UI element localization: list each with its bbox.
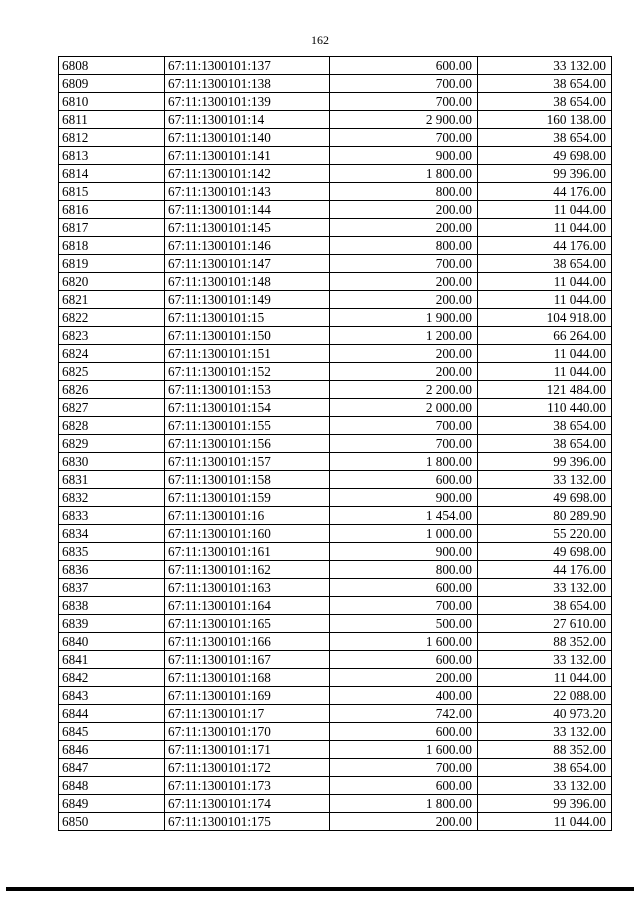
- cadastral-number-cell: 67:11:1300101:143: [165, 183, 330, 201]
- area-cell: 700.00: [330, 93, 478, 111]
- row-index-cell: 6839: [59, 615, 165, 633]
- value-cell: 99 396.00: [478, 453, 612, 471]
- value-cell: 38 654.00: [478, 597, 612, 615]
- row-index-cell: 6811: [59, 111, 165, 129]
- cadastral-number-cell: 67:11:1300101:169: [165, 687, 330, 705]
- cadastral-number-cell: 67:11:1300101:159: [165, 489, 330, 507]
- area-cell: 700.00: [330, 75, 478, 93]
- value-cell: 99 396.00: [478, 165, 612, 183]
- value-cell: 33 132.00: [478, 777, 612, 795]
- value-cell: 11 044.00: [478, 363, 612, 381]
- cadastral-number-cell: 67:11:1300101:151: [165, 345, 330, 363]
- value-cell: 38 654.00: [478, 75, 612, 93]
- table-row: [59, 651, 612, 669]
- row-index-cell: 6814: [59, 165, 165, 183]
- area-cell: 200.00: [330, 273, 478, 291]
- area-cell: 1 200.00: [330, 327, 478, 345]
- table-row: [59, 597, 612, 615]
- table-row: [59, 633, 612, 651]
- row-index-cell: 6828: [59, 417, 165, 435]
- table-row: [59, 363, 612, 381]
- cadastral-number-cell: 67:11:1300101:148: [165, 273, 330, 291]
- value-cell: 33 132.00: [478, 471, 612, 489]
- value-cell: 27 610.00: [478, 615, 612, 633]
- row-index-cell: 6818: [59, 237, 165, 255]
- table-row: [59, 723, 612, 741]
- area-cell: 600.00: [330, 723, 478, 741]
- area-cell: 2 900.00: [330, 111, 478, 129]
- table-row: [59, 93, 612, 111]
- cadastral-number-cell: 67:11:1300101:155: [165, 417, 330, 435]
- value-cell: 11 044.00: [478, 201, 612, 219]
- area-cell: 200.00: [330, 345, 478, 363]
- table-row: [59, 255, 612, 273]
- area-cell: 1 600.00: [330, 633, 478, 651]
- table-row: [59, 273, 612, 291]
- row-index-cell: 6809: [59, 75, 165, 93]
- area-cell: 600.00: [330, 651, 478, 669]
- value-cell: 38 654.00: [478, 93, 612, 111]
- table-row: [59, 165, 612, 183]
- value-cell: 44 176.00: [478, 237, 612, 255]
- row-index-cell: 6842: [59, 669, 165, 687]
- value-cell: 33 132.00: [478, 651, 612, 669]
- value-cell: 104 918.00: [478, 309, 612, 327]
- table-row: [59, 381, 612, 399]
- table-row: [59, 561, 612, 579]
- row-index-cell: 6848: [59, 777, 165, 795]
- table-row: [59, 201, 612, 219]
- value-cell: 49 698.00: [478, 147, 612, 165]
- value-cell: 49 698.00: [478, 543, 612, 561]
- area-cell: 900.00: [330, 489, 478, 507]
- table-row: [59, 345, 612, 363]
- row-index-cell: 6816: [59, 201, 165, 219]
- area-cell: 600.00: [330, 57, 478, 75]
- cadastral-number-cell: 67:11:1300101:171: [165, 741, 330, 759]
- value-cell: 55 220.00: [478, 525, 612, 543]
- table-row: [59, 453, 612, 471]
- cadastral-number-cell: 67:11:1300101:152: [165, 363, 330, 381]
- row-index-cell: 6810: [59, 93, 165, 111]
- row-index-cell: 6821: [59, 291, 165, 309]
- table-row: [59, 309, 612, 327]
- value-cell: 38 654.00: [478, 435, 612, 453]
- row-index-cell: 6846: [59, 741, 165, 759]
- row-index-cell: 6837: [59, 579, 165, 597]
- area-cell: 1 600.00: [330, 741, 478, 759]
- row-index-cell: 6849: [59, 795, 165, 813]
- cadastral-number-cell: 67:11:1300101:138: [165, 75, 330, 93]
- row-index-cell: 6840: [59, 633, 165, 651]
- table-row: [59, 507, 612, 525]
- row-index-cell: 6822: [59, 309, 165, 327]
- area-cell: 700.00: [330, 759, 478, 777]
- cadastral-number-cell: 67:11:1300101:174: [165, 795, 330, 813]
- value-cell: 38 654.00: [478, 129, 612, 147]
- cadastral-number-cell: 67:11:1300101:158: [165, 471, 330, 489]
- row-index-cell: 6845: [59, 723, 165, 741]
- cadastral-number-cell: 67:11:1300101:167: [165, 651, 330, 669]
- value-cell: 160 138.00: [478, 111, 612, 129]
- cadastral-number-cell: 67:11:1300101:139: [165, 93, 330, 111]
- value-cell: 11 044.00: [478, 669, 612, 687]
- cadastral-number-cell: 67:11:1300101:144: [165, 201, 330, 219]
- value-cell: 11 044.00: [478, 291, 612, 309]
- area-cell: 200.00: [330, 291, 478, 309]
- row-index-cell: 6841: [59, 651, 165, 669]
- cadastral-number-cell: 67:11:1300101:157: [165, 453, 330, 471]
- cadastral-number-cell: 67:11:1300101:164: [165, 597, 330, 615]
- cadastral-number-cell: 67:11:1300101:162: [165, 561, 330, 579]
- cadastral-number-cell: 67:11:1300101:165: [165, 615, 330, 633]
- cadastral-table-body: [59, 57, 612, 831]
- area-cell: 200.00: [330, 219, 478, 237]
- row-index-cell: 6835: [59, 543, 165, 561]
- area-cell: 1 800.00: [330, 453, 478, 471]
- row-index-cell: 6812: [59, 129, 165, 147]
- row-index-cell: 6819: [59, 255, 165, 273]
- cadastral-table: [58, 56, 612, 831]
- cadastral-number-cell: 67:11:1300101:156: [165, 435, 330, 453]
- row-index-cell: 6815: [59, 183, 165, 201]
- table-row: [59, 543, 612, 561]
- cadastral-number-cell: 67:11:1300101:173: [165, 777, 330, 795]
- table-row: [59, 813, 612, 831]
- cadastral-number-cell: 67:11:1300101:140: [165, 129, 330, 147]
- area-cell: 700.00: [330, 255, 478, 273]
- area-cell: 200.00: [330, 669, 478, 687]
- value-cell: 80 289.90: [478, 507, 612, 525]
- row-index-cell: 6827: [59, 399, 165, 417]
- value-cell: 88 352.00: [478, 633, 612, 651]
- area-cell: 700.00: [330, 129, 478, 147]
- area-cell: 700.00: [330, 597, 478, 615]
- table-row: [59, 75, 612, 93]
- table-row: [59, 669, 612, 687]
- table-row: [59, 795, 612, 813]
- area-cell: 1 454.00: [330, 507, 478, 525]
- area-cell: 1 800.00: [330, 795, 478, 813]
- value-cell: 33 132.00: [478, 723, 612, 741]
- table-row: [59, 435, 612, 453]
- row-index-cell: 6825: [59, 363, 165, 381]
- value-cell: 11 044.00: [478, 813, 612, 831]
- value-cell: 38 654.00: [478, 417, 612, 435]
- table-row: [59, 237, 612, 255]
- area-cell: 800.00: [330, 183, 478, 201]
- value-cell: 49 698.00: [478, 489, 612, 507]
- value-cell: 11 044.00: [478, 345, 612, 363]
- row-index-cell: 6844: [59, 705, 165, 723]
- area-cell: 742.00: [330, 705, 478, 723]
- table-row: [59, 741, 612, 759]
- area-cell: 900.00: [330, 543, 478, 561]
- table-row: [59, 615, 612, 633]
- row-index-cell: 6836: [59, 561, 165, 579]
- table-row: [59, 57, 612, 75]
- cadastral-number-cell: 67:11:1300101:153: [165, 381, 330, 399]
- area-cell: 200.00: [330, 201, 478, 219]
- table-row: [59, 327, 612, 345]
- row-index-cell: 6829: [59, 435, 165, 453]
- value-cell: 44 176.00: [478, 183, 612, 201]
- value-cell: 121 484.00: [478, 381, 612, 399]
- cadastral-number-cell: 67:11:1300101:168: [165, 669, 330, 687]
- cadastral-number-cell: 67:11:1300101:149: [165, 291, 330, 309]
- area-cell: 1 000.00: [330, 525, 478, 543]
- cadastral-number-cell: 67:11:1300101:15: [165, 309, 330, 327]
- value-cell: 99 396.00: [478, 795, 612, 813]
- area-cell: 800.00: [330, 237, 478, 255]
- cadastral-number-cell: 67:11:1300101:175: [165, 813, 330, 831]
- area-cell: 500.00: [330, 615, 478, 633]
- row-index-cell: 6831: [59, 471, 165, 489]
- value-cell: 40 973.20: [478, 705, 612, 723]
- value-cell: 44 176.00: [478, 561, 612, 579]
- row-index-cell: 6820: [59, 273, 165, 291]
- area-cell: 2 000.00: [330, 399, 478, 417]
- cadastral-number-cell: 67:11:1300101:17: [165, 705, 330, 723]
- value-cell: 22 088.00: [478, 687, 612, 705]
- cadastral-number-cell: 67:11:1300101:142: [165, 165, 330, 183]
- cadastral-number-cell: 67:11:1300101:160: [165, 525, 330, 543]
- table-row: [59, 525, 612, 543]
- row-index-cell: 6838: [59, 597, 165, 615]
- row-index-cell: 6832: [59, 489, 165, 507]
- page-number: 162: [311, 33, 329, 47]
- row-index-cell: 6824: [59, 345, 165, 363]
- cadastral-number-cell: 67:11:1300101:154: [165, 399, 330, 417]
- table-row: [59, 219, 612, 237]
- cadastral-number-cell: 67:11:1300101:137: [165, 57, 330, 75]
- table-row: [59, 417, 612, 435]
- table-row: [59, 579, 612, 597]
- table-row: [59, 777, 612, 795]
- area-cell: 200.00: [330, 363, 478, 381]
- area-cell: 2 200.00: [330, 381, 478, 399]
- value-cell: 38 654.00: [478, 255, 612, 273]
- cadastral-number-cell: 67:11:1300101:172: [165, 759, 330, 777]
- cadastral-number-cell: 67:11:1300101:161: [165, 543, 330, 561]
- row-index-cell: 6826: [59, 381, 165, 399]
- area-cell: 700.00: [330, 417, 478, 435]
- area-cell: 200.00: [330, 813, 478, 831]
- table-row: [59, 705, 612, 723]
- table-row: [59, 687, 612, 705]
- value-cell: 110 440.00: [478, 399, 612, 417]
- area-cell: 700.00: [330, 435, 478, 453]
- cadastral-number-cell: 67:11:1300101:141: [165, 147, 330, 165]
- cadastral-number-cell: 67:11:1300101:150: [165, 327, 330, 345]
- cadastral-number-cell: 67:11:1300101:146: [165, 237, 330, 255]
- area-cell: 600.00: [330, 579, 478, 597]
- row-index-cell: 6808: [59, 57, 165, 75]
- value-cell: 88 352.00: [478, 741, 612, 759]
- value-cell: 33 132.00: [478, 57, 612, 75]
- table-row: [59, 759, 612, 777]
- row-index-cell: 6834: [59, 525, 165, 543]
- table-row: [59, 183, 612, 201]
- cadastral-number-cell: 67:11:1300101:14: [165, 111, 330, 129]
- cadastral-number-cell: 67:11:1300101:170: [165, 723, 330, 741]
- table-row: [59, 399, 612, 417]
- value-cell: 33 132.00: [478, 579, 612, 597]
- area-cell: 1 800.00: [330, 165, 478, 183]
- row-index-cell: 6847: [59, 759, 165, 777]
- table-row: [59, 489, 612, 507]
- area-cell: 600.00: [330, 471, 478, 489]
- row-index-cell: 6833: [59, 507, 165, 525]
- cadastral-number-cell: 67:11:1300101:147: [165, 255, 330, 273]
- area-cell: 600.00: [330, 777, 478, 795]
- row-index-cell: 6823: [59, 327, 165, 345]
- bottom-rule: [6, 887, 634, 891]
- cadastral-number-cell: 67:11:1300101:145: [165, 219, 330, 237]
- value-cell: 38 654.00: [478, 759, 612, 777]
- row-index-cell: 6817: [59, 219, 165, 237]
- value-cell: 11 044.00: [478, 219, 612, 237]
- table-row: [59, 129, 612, 147]
- cadastral-number-cell: 67:11:1300101:166: [165, 633, 330, 651]
- row-index-cell: 6830: [59, 453, 165, 471]
- table-row: [59, 471, 612, 489]
- table-row: [59, 147, 612, 165]
- cadastral-number-cell: 67:11:1300101:163: [165, 579, 330, 597]
- row-index-cell: 6843: [59, 687, 165, 705]
- area-cell: 900.00: [330, 147, 478, 165]
- row-index-cell: 6813: [59, 147, 165, 165]
- value-cell: 66 264.00: [478, 327, 612, 345]
- area-cell: 400.00: [330, 687, 478, 705]
- value-cell: 11 044.00: [478, 273, 612, 291]
- table-row: [59, 291, 612, 309]
- area-cell: 1 900.00: [330, 309, 478, 327]
- cadastral-number-cell: 67:11:1300101:16: [165, 507, 330, 525]
- row-index-cell: 6850: [59, 813, 165, 831]
- area-cell: 800.00: [330, 561, 478, 579]
- table-row: [59, 111, 612, 129]
